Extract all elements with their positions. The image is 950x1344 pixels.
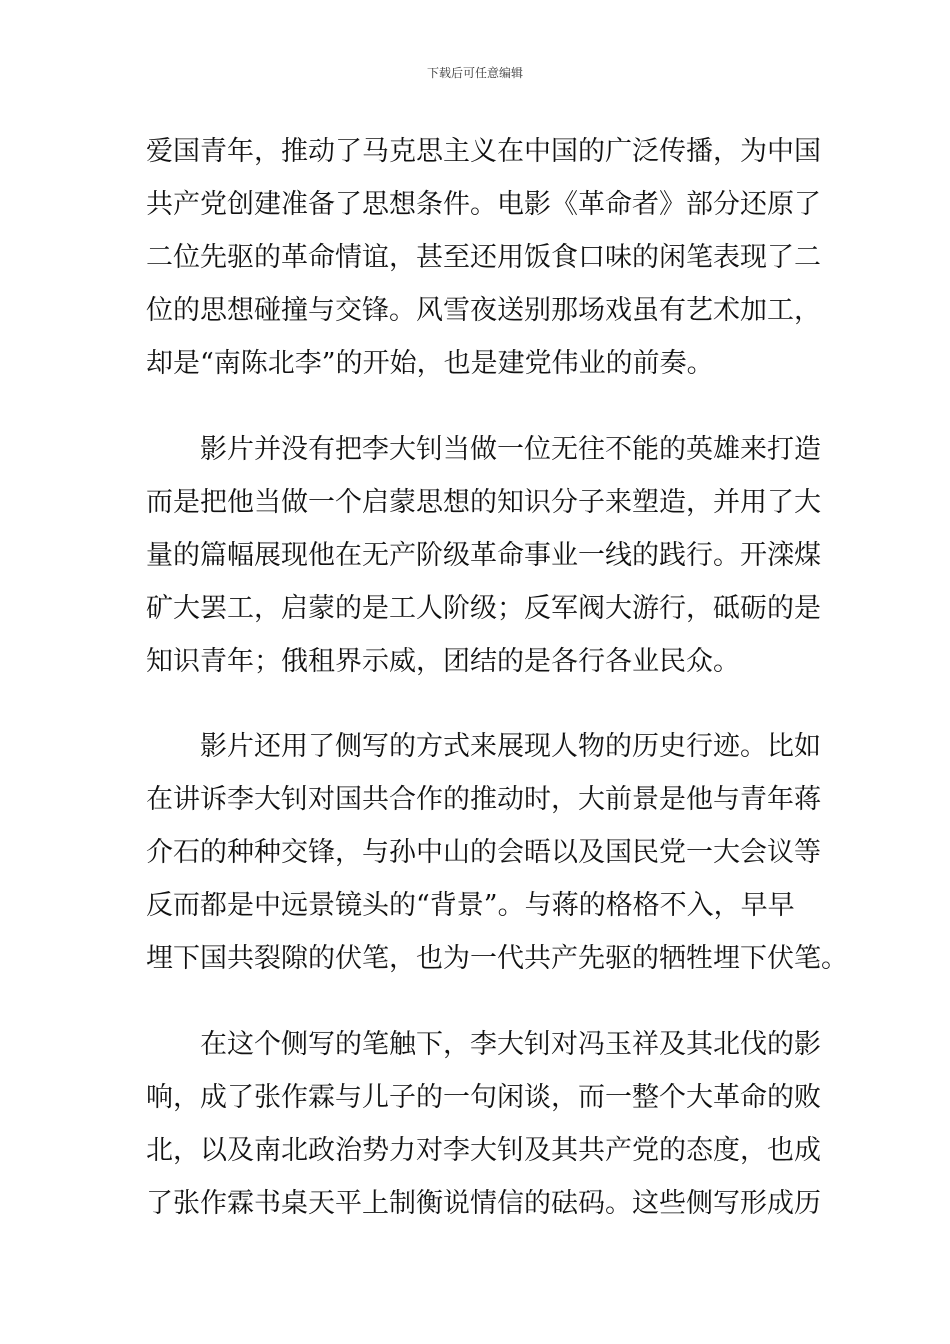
text-line: 却是“南陈北李”的开始，也是建党伟业的前奏。 [146,348,714,379]
text-line: 位的思想碰撞与交锋。风雪夜送别那场戏虽有艺术加工， [146,295,821,326]
text-line: 影片并没有把李大钊当做一位无往不能的英雄来打造 [200,434,821,465]
text-line: 埋下国共裂隙的伏笔，也为一代共产先驱的牺牲埋下伏笔。 [146,943,848,974]
text-line: 共产党创建准备了思想条件。电影《革命者》部分还原了 [146,189,821,220]
text-line: 北，以及南北政治势力对李大钊及其共产党的态度，也成 [146,1135,821,1166]
paragraph-2 [146,423,821,688]
text-line: 反而都是中远景镜头的“背景”。与蒋的格格不入，早早 [146,890,795,921]
text-line: 爱国青年，推动了马克思主义在中国的广泛传播，为中国 [146,136,821,167]
page-header: 下载后可任意编辑 [426,66,523,80]
text-line: 影片还用了侧写的方式来展现人物的历史行迹。比如 [200,731,821,762]
text-line: 了张作霖书桌天平上制衡说情信的砝码。这些侧写形成历 [146,1188,821,1219]
text-line: 响，成了张作霖与儿子的一句闲谈，而一整个大革命的败 [146,1082,821,1113]
paragraph-3 [146,720,848,985]
text-line: 量的篇幅展现他在无产阶级革命事业一线的践行。开滦煤 [146,540,821,571]
text-line: 介石的种种交锋，与孙中山的会晤以及国民党一大会议等 [146,837,821,868]
text-line: 在讲诉李大钊对国共合作的推动时，大前景是他与青年蒋 [146,784,821,815]
text-line: 矿大罢工，启蒙的是工人阶级；反军阀大游行，砥砺的是 [146,593,821,624]
text-line: 在这个侧写的笔触下，李大钊对冯玉祥及其北伐的影 [200,1029,821,1060]
paragraph-1 [146,125,821,390]
text-line: 知识青年；俄租界示威，团结的是各行各业民众。 [146,646,740,677]
paragraph-4 [146,1018,821,1230]
text-line: 而是把他当做一个启蒙思想的知识分子来塑造，并用了大 [146,487,821,518]
text-line: 二位先驱的革命情谊，甚至还用饭食口味的闲笔表现了二 [146,242,821,273]
